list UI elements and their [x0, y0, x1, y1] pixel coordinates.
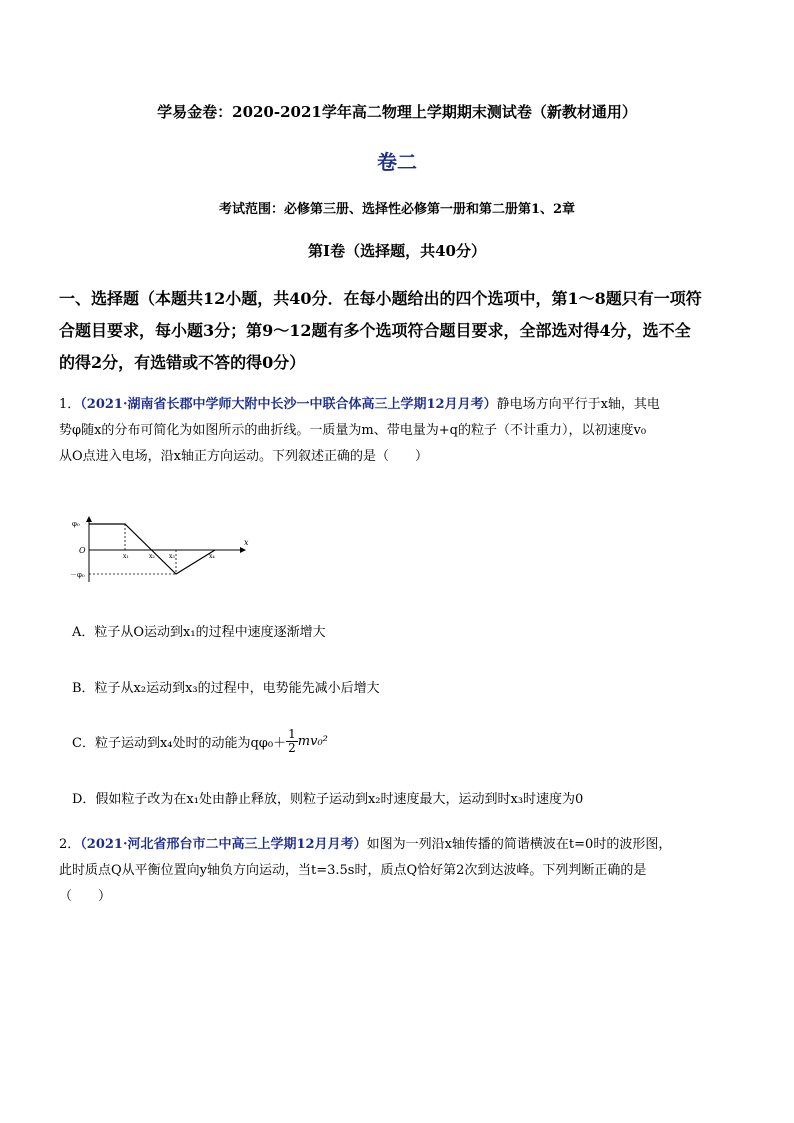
- question-1-line-1: [59, 392, 739, 418]
- question-source: （2021·湖南省长郡中学师大附中长沙一中联合体高三上学期12月月考）: [80, 397, 497, 412]
- option-a: A．粒子从O运动到x₁的过程中速度逐渐增大: [72, 625, 326, 640]
- option-d: D．假如粒子改为在x₁处由静止释放，则粒子运动到x₂时速度最大，运动到时x₃时速度为0: [72, 792, 584, 807]
- fraction-half: [286, 728, 298, 755]
- question-2-line-2: 此时质点Q从平衡位置向y轴负方向运动，当t=3.5s时，质点Q恰好第2次到达波峰。下列判断正确的是: [59, 863, 647, 878]
- option-c-formula: mv₀²: [297, 733, 328, 749]
- option-c: [72, 724, 328, 758]
- section-instructions: [59, 283, 739, 379]
- question-1-line-2: 势φ随x的分布可简化为如图所示的曲折线。一质量为m、带电量为+q的粒子（不计重力），以初速度v₀: [59, 423, 647, 438]
- question-number: 2．: [59, 837, 81, 852]
- question-source: （2021·河北省邢台市二中高三上学期12月月考）: [80, 837, 367, 852]
- question-text: 静电场方向平行于x轴，其电: [496, 397, 660, 412]
- potential-graph: [70, 512, 260, 584]
- tick-x2: x₂: [149, 553, 155, 560]
- tick-x3: x₃: [169, 553, 175, 560]
- exam-range: 考试范围：必修第三册、选择性必修第一册和第二册第1、2章: [218, 202, 576, 217]
- fraction-denominator: 2: [288, 740, 296, 755]
- potential-curve: [89, 524, 215, 574]
- label-x-axis: x: [244, 538, 249, 547]
- question-text: 如图为一列沿x轴传播的简谐横波在t=0时的波形图，: [366, 837, 672, 852]
- part-heading: 第Ⅰ卷（选择题，共40分）: [308, 242, 486, 260]
- section-line-2: 合题目要求，每小题3分；第9～12题有多个选项符合题目要求，全部选对得4分，选不全: [59, 321, 691, 340]
- section-line-1: 一、选择题（本题共12小题，共40分．在每小题给出的四个选项中，第1～8题只有一项符: [59, 289, 702, 308]
- label-origin: O: [79, 546, 86, 555]
- x-axis-arrow: [240, 547, 246, 553]
- question-number: 1．: [59, 397, 81, 412]
- label-neg-phi0: －φ₀: [70, 571, 85, 579]
- question-2-line-3: （ ）: [59, 889, 112, 904]
- question-2: [59, 832, 739, 910]
- label-phi0: φ₀: [72, 520, 80, 528]
- option-b: B．粒子从x₂运动到x₃的过程中，电势能先减小后增大: [72, 681, 380, 696]
- y-axis-arrow: [86, 516, 92, 522]
- tick-x1: x₁: [123, 553, 129, 560]
- fraction-numerator: 1: [288, 726, 296, 741]
- tick-x4: x₄: [209, 553, 215, 560]
- option-c-text: C．粒子运动到x₄处时的动能为qφ₀＋: [72, 735, 287, 751]
- exam-title: 学易金卷：2020-2021学年高二物理上学期期末测试卷（新教材通用）: [157, 103, 637, 121]
- section-line-3: 的得2分，有选错或不答的得0分）: [59, 353, 306, 372]
- paper-subtitle: 卷二: [377, 150, 417, 174]
- question-1-line-3: 从O点进入电场，沿x轴正方向运动。下列叙述正确的是（ ）: [59, 449, 428, 464]
- question-2-line-1: [59, 832, 739, 858]
- question-1: [59, 392, 739, 470]
